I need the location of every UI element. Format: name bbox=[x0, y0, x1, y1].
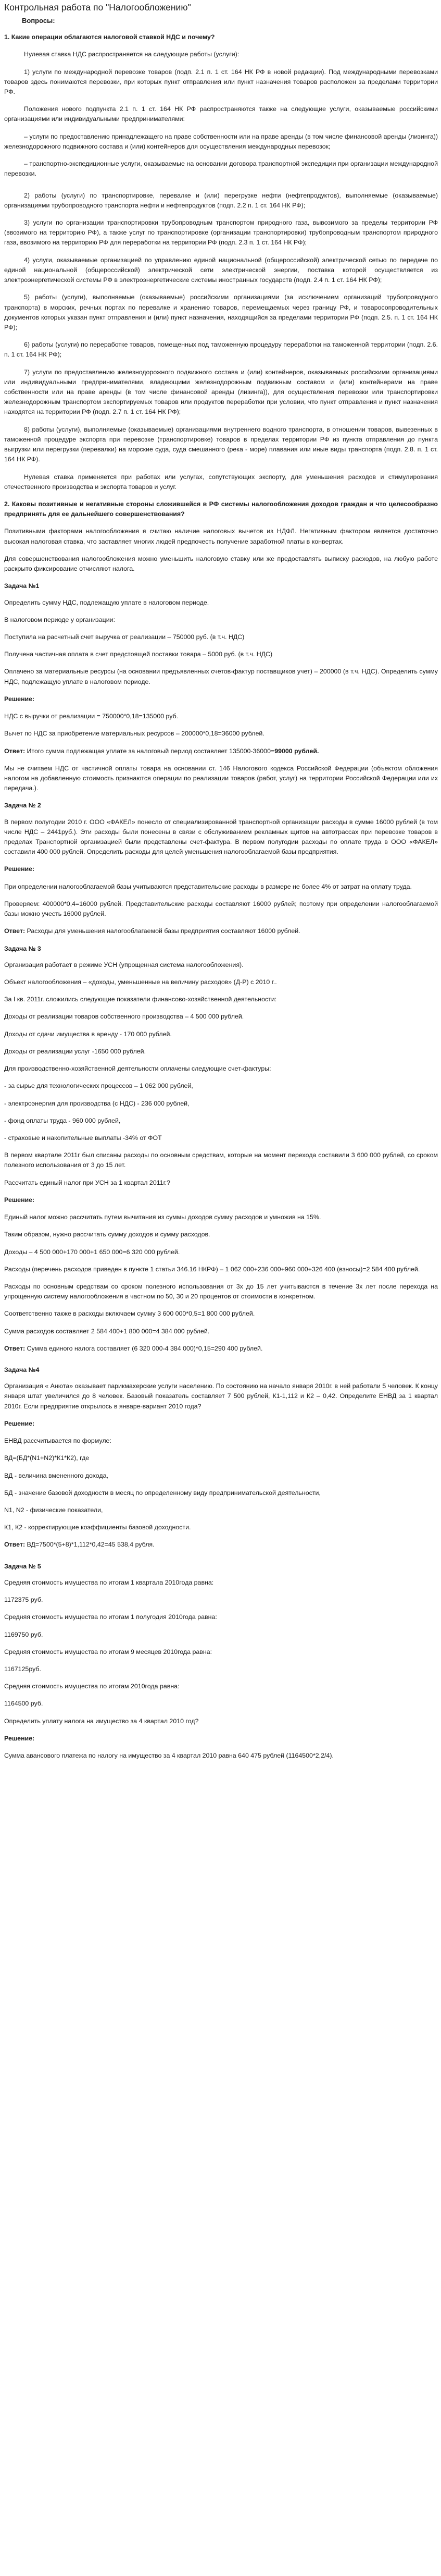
question-1: 1. Какие операции облагаются налоговой ставкой НДС и почему? bbox=[4, 33, 215, 41]
solution-line: Единый налог можно рассчитать путем вычитания из суммы доходов сумму расходов и умножив на 15%. bbox=[4, 1213, 321, 1221]
task-line: 1169750 руб. bbox=[4, 1630, 43, 1638]
answer-text: ВД=7500*(5+8)*1,112*0,42=45 538,4 рубля. bbox=[25, 1541, 155, 1549]
paragraph: Нулевая ставка НДС распространяется на следующие работы (услуги): bbox=[24, 51, 240, 58]
task-line: Организация работает в режиме УСН (упрощенная система налогообложения). bbox=[4, 961, 244, 968]
paragraph: 4) услуги, оказываемые организацией по управлению единой национальной (общероссийской) электрической сетью по передаче по единой национальной (общероссийской) электрической сети электрической энергии, поставка которой осуществляется из электроэнергетической системы РФ в электроэнергетические системы иностранных государств (подп. 2.4 п. 1 ст. 164 НК РФ); bbox=[4, 256, 438, 284]
solution-label: Решение: bbox=[4, 1734, 35, 1742]
paragraph: 5) работы (услуги), выполняемые (оказываемые) российскими организациями (за исключением организаций трубопроводного транспорта) в морских, речных портах по перевалке и хранению товаров, перемещаемых через границу РФ, и товаросопроводительных документов которых указан пункт отправления и (или) пункт назначения, находящийся за пределами территории РФ (подп. 2.5. п. 1 ст. 164 НК РФ); bbox=[4, 293, 438, 331]
task-line: 1172375 руб. bbox=[4, 1596, 43, 1604]
paragraph: 7) услуги по предоставлению железнодорожного подвижного состава и (или) контейнеров, оказываемых российскими организациями или индивидуальными предпринимателями, владеющими железнодорожным подвижным составом и (или) контейнерами на праве собственности или на праве аренды (в том числе финансовой аренды (лизинга)), для осуществления перевозки или транспортировки железнодорожным транспортом экспортируемых товаров или продуктов переработки при условии, что пункт отправления и пункт назначения находятся на территории РФ (подп. 2.7 п. 1 ст. 164 НК РФ); bbox=[4, 368, 438, 416]
solution-line: ВД - величина вмененного дохода, bbox=[4, 1471, 108, 1479]
task-line: Организация « Анюта» оказывает парикмахерские услуги населению. По состоянию на начало января 2010г. в ней работали 5 человек. К концу января штат увеличился до 8 человек. Базовый показатель составляет 7 500 рублей, К1-1,112 и К2 – 0,42. Определите ЕНВД за 1 квартал 2010г. Если предприятие открылось в январе-вариант 2010 года? bbox=[4, 1382, 438, 1410]
solution-line: БД - значение базовой доходности в месяц по определенному виду предпринимательской деятельности, bbox=[4, 1489, 321, 1496]
solution-line: Проверяем: 400000*0,4=16000 рублей. Представительские расходы составляют 16000 рублей; поэтому при определении налогооблагаемой базы можно учесть 16000 рублей. bbox=[4, 900, 438, 918]
solution-line: Вычет по НДС за приобретение материальных ресурсов – 200000*0,18=36000 рублей. bbox=[4, 730, 264, 738]
task-line: Средняя стоимость имущества по итогам 9 месяцев 2010года равна: bbox=[4, 1648, 212, 1655]
task-line: Средняя стоимость имущества по итогам 1 полугодия 2010года равна: bbox=[4, 1613, 217, 1621]
task-line: - фонд оплаты труда - 960 000 рублей, bbox=[4, 1117, 121, 1124]
solution-line: К1, К2 - корректирующие коэффициенты базовой доходности. bbox=[4, 1524, 191, 1531]
solution-line: Доходы – 4 500 000+170 000+1 650 000=6 320 000 рублей. bbox=[4, 1248, 180, 1256]
task-line: Определить сумму НДС, подлежащую уплате в налоговом периоде. bbox=[4, 598, 209, 606]
task-3-title: Задача № 3 bbox=[4, 944, 41, 952]
task-line: В налоговом периоде у организации: bbox=[4, 616, 116, 623]
task-line: Рассчитать единый налог при УСН за 1 квартал 2011г.? bbox=[4, 1179, 170, 1186]
answer-label: Ответ: bbox=[4, 747, 26, 755]
task-1-title: Задача №1 bbox=[4, 582, 40, 590]
solution-line: НДС с выручки от реализации = 750000*0,18=135000 руб. bbox=[4, 713, 179, 720]
paragraph: 3) услуги по организации транспортировки трубопроводным транспортом природного газа, вывозимого за пределы территории РФ (ввозимого на территорию РФ), а также услуг по транспортировке (организации транспортировки) трубопроводным транспортом природного газа, ввозимого на территорию РФ для переработки на территории РФ (подп. 2.3 п. 1 ст. 164 НК РФ); bbox=[4, 218, 438, 247]
solution-line: Расходы по основным средствам со сроком полезного использования от 3х до 15 лет учитываются в течение 3х лет после перехода на упрощенную систему налогообложения в частном по 50, 30 и 20 процентов от стоимости в конкретном. bbox=[4, 1282, 438, 1301]
answer-label: Ответ: bbox=[4, 927, 26, 935]
solution-line: Сумма расходов составляет 2 584 400+1 800 000=4 384 000 рублей. bbox=[4, 1327, 210, 1335]
answer bbox=[4, 1540, 438, 1550]
paragraph: – транспортно-экспедиционные услуги, оказываемые на основании договора транспортной экспедиции при организации международной перевозки. bbox=[4, 160, 438, 178]
answer-text: Сумма единого налога составляет (6 320 000-4 384 000)*0,15=290 400 рублей. bbox=[25, 1344, 263, 1352]
paragraph: 1) услуги по международной перевозке товаров (подп. 2.1 п. 1 ст. 164 НК РФ в новой редакции). Под международными перевозками товаров здесь понимаются перевозки, при которых пункт отправления или пункт назначения товаров расположен за пределами территории РФ. bbox=[4, 68, 438, 96]
task-line: 1164500 руб. bbox=[4, 1700, 43, 1708]
questions-heading: Вопросы: bbox=[22, 17, 55, 24]
task-line: - за сырье для технологических процессов – 1 062 000 рублей, bbox=[4, 1082, 193, 1090]
paragraph: 8) работы (услуги), выполняемые (оказываемые) организациями внутреннего водного транспорта, в отношении товаров, вывезенных в таможенной процедуре экспорта при перевозке (транспортировке) товаров в пределах территории РФ из пункта отправления до пункта выгрузки или перегрузки (перевалки) на морские суда, суда смешанного (река - море) плавания или иные виды транспорта (подп. 2.8. п. 1 ст. 164 НК РФ). bbox=[4, 425, 438, 463]
task-line: Объект налогообложения – «доходы, уменьшенные на величину расходов» (Д-Р) с 2010 г.. bbox=[4, 978, 277, 986]
solution-line: ВД=(БД*(N1+N2)*К1*К2), где bbox=[4, 1454, 90, 1462]
answer-label: Ответ: bbox=[4, 1541, 26, 1549]
paragraph: 2) работы (услуги) по транспортировке, перевалке и (или) перегрузке нефти (нефтепродуктов), выполняемые (оказываемые) организациями трубопроводного транспорта нефти и нефтепродуктов (подп. 2.2 п. 1 ст. 164 НК РФ); bbox=[4, 191, 438, 209]
solution-line: Соответственно также в расходы включаем сумму 3 600 000*0,5=1 800 000 рублей. bbox=[4, 1310, 255, 1318]
task-line: Доходы от сдачи имущества в аренду - 170 000 рублей. bbox=[4, 1030, 172, 1038]
solution-label: Решение: bbox=[4, 1196, 35, 1204]
answer bbox=[4, 926, 438, 936]
page-title: Контрольная работа по "Налогообложению" bbox=[4, 2, 191, 13]
solution-line: ЕНВД рассчитывается по формуле: bbox=[4, 1437, 111, 1445]
solution-line: Таким образом, нужно рассчитать сумму доходов и сумму расходов. bbox=[4, 1231, 210, 1238]
task-line: Определить уплату налога на имущество за 4 квартал 2010 год? bbox=[4, 1717, 199, 1725]
paragraph: Позитивными факторами налогообложения я считаю наличие налоговых вычетов из НДФЛ. Негативным фактором является достаточно высокая налоговая ставка, что заставляет многих людей предпочесть получение заработной платы в конвертах. bbox=[4, 528, 438, 545]
task-line: Доходы от реализации товаров собственного производства – 4 500 000 рублей. bbox=[4, 1013, 244, 1021]
task-line: Средняя стоимость имущества по итогам 1 квартала 2010года равна: bbox=[4, 1578, 214, 1586]
task-line: Получена частичная оплата в счет предстоящей поставки товара – 5000 руб. (в т.ч. НДС) bbox=[4, 651, 273, 658]
answer-label: Ответ: bbox=[4, 1344, 26, 1352]
solution-label: Решение: bbox=[4, 1419, 35, 1427]
task-line: Доходы от реализации услуг -1650 000 рублей. bbox=[4, 1047, 146, 1055]
task-line: В первом полугодии 2010 г. ООО «ФАКЕЛ» понесло от специализированной транспортной организации расходы в сумме 16000 рублей (в том числе НДС – 2441руб.). Эти расходы были понесены в связи с обслуживанием рекламных щитов на автотрассах при перевозке товаров в пределах Транспортной организацией были представлены счет-фактура. В первом полугодии расходы по оплате труда в ООО «ФАКЕЛ» составили 400 000 рублей. Определить расходы для целей уменьшения налогооблагаемой базы предприятия. bbox=[4, 818, 438, 856]
task-line: В первом квартале 2011г был списаны расходы по основным средствам, которые на момент перехода составили 3 600 000 рублей, со сроком полезного использования от 3 до 15 лет. bbox=[4, 1151, 438, 1169]
task-line: За I кв. 2011г. сложились следующие показатели финансово-хозяйственной деятельности: bbox=[4, 996, 277, 1003]
task-line: Для производственно-хозяйственной деятельности оплачены следующие счет-фактуры: bbox=[4, 1065, 271, 1073]
task-line: Поступила на расчетный счет выручка от реализации – 750000 руб. (в т.ч. НДС) bbox=[4, 633, 245, 641]
solution-line: N1, N2 - физические показатели, bbox=[4, 1506, 103, 1514]
answer-value: 99000 рублей. bbox=[274, 747, 319, 755]
answer-text: Расходы для уменьшения налогооблагаемой базы предприятия составляют 16000 рублей. bbox=[25, 927, 300, 935]
question-2: 2. Каковы позитивные и негативные стороны сложившейся в РФ системы налогообложения доходов граждан и что целесообразно предпринять для ее дальнейшего совершенствования? bbox=[4, 500, 438, 518]
paragraph: 6) работы (услуги) по переработке товаров, помещенных под таможенную процедуру переработки на таможенной территории (подп. 2.6. п. 1 ст. 164 НК РФ); bbox=[4, 341, 438, 359]
task-line: 1167125руб. bbox=[4, 1665, 41, 1673]
task-2-title: Задача № 2 bbox=[4, 802, 41, 809]
answer-text: Итого сумма подлежащая уплате за налоговый период составляет 135000-36000= bbox=[25, 747, 275, 755]
solution-label: Решение: bbox=[4, 865, 35, 873]
answer bbox=[4, 1344, 438, 1354]
task-line: Оплачено за материальные ресурсы (на основании предъявленных счетов-фактур поставщиков учет) – 200000 (в т.ч. НДС). Определить сумму НДС, подлежащую уплате в налоговом периоде. bbox=[4, 668, 438, 685]
paragraph: Для совершенствования налогообложения можно уменьшить налоговую ставку или же предоставлять выписку расходов, на любую работе раскрыто фиксирование отчисляют налога. bbox=[4, 555, 438, 573]
task-5-title: Задача № 5 bbox=[4, 1562, 41, 1570]
paragraph: Мы не считаем НДС от частичной оплаты товара на основании ст. 146 Налогового кодекса Российской Федерации (объектом обложения налогом на добавленную стоимость признаются операции по реализации товаров (работ, услуг) на территории Российской Федерации или их передача.). bbox=[4, 764, 438, 792]
solution-line: Расходы (перечень расходов приведен в пункте 1 статьи 346.16 НКРФ) – 1 062 000+236 000+960 000+326 400 (взносы)=2 584 400 рублей. bbox=[4, 1265, 420, 1273]
paragraph: Положения нового подпункта 2.1 п. 1 ст. 164 НК РФ распространяются также на следующие услуги, оказываемые российскими организациями или индивидуальными предпринимателями: bbox=[4, 105, 438, 123]
solution-line: Сумма авансового платежа по налогу на имущество за 4 квартал 2010 равна 640 475 рублей (1164500*2,2/4). bbox=[4, 1752, 334, 1760]
task-line: Средняя стоимость имущества по итогам 2010года равна: bbox=[4, 1683, 180, 1690]
task-line: - электроэнергия для производства (с НДС) - 236 000 рублей, bbox=[4, 1099, 190, 1107]
task-4-title: Задача №4 bbox=[4, 1366, 40, 1374]
paragraph: – услуги по предоставлению принадлежащего на праве собственности или на праве аренды (в том числе финансовой аренды (лизинга)) железнодорожного подвижного состава и (или) контейнеров для осуществления международных перевозок; bbox=[4, 132, 438, 150]
solution-label: Решение: bbox=[4, 695, 35, 703]
answer bbox=[4, 746, 438, 756]
solution-line: При определении налогооблагаемой базы учитываются представительские расходы в размере не более 4% от затрат на оплату труда. bbox=[4, 882, 412, 890]
paragraph: Нулевая ставка применяется при работах или услугах, сопутствующих экспорту, для уменьшения расходов и стимулирования отечественного производства и экспорта товаров и услуг. bbox=[4, 473, 438, 490]
task-line: - страховые и накопительные выплаты -34% от ФОТ bbox=[4, 1134, 162, 1142]
